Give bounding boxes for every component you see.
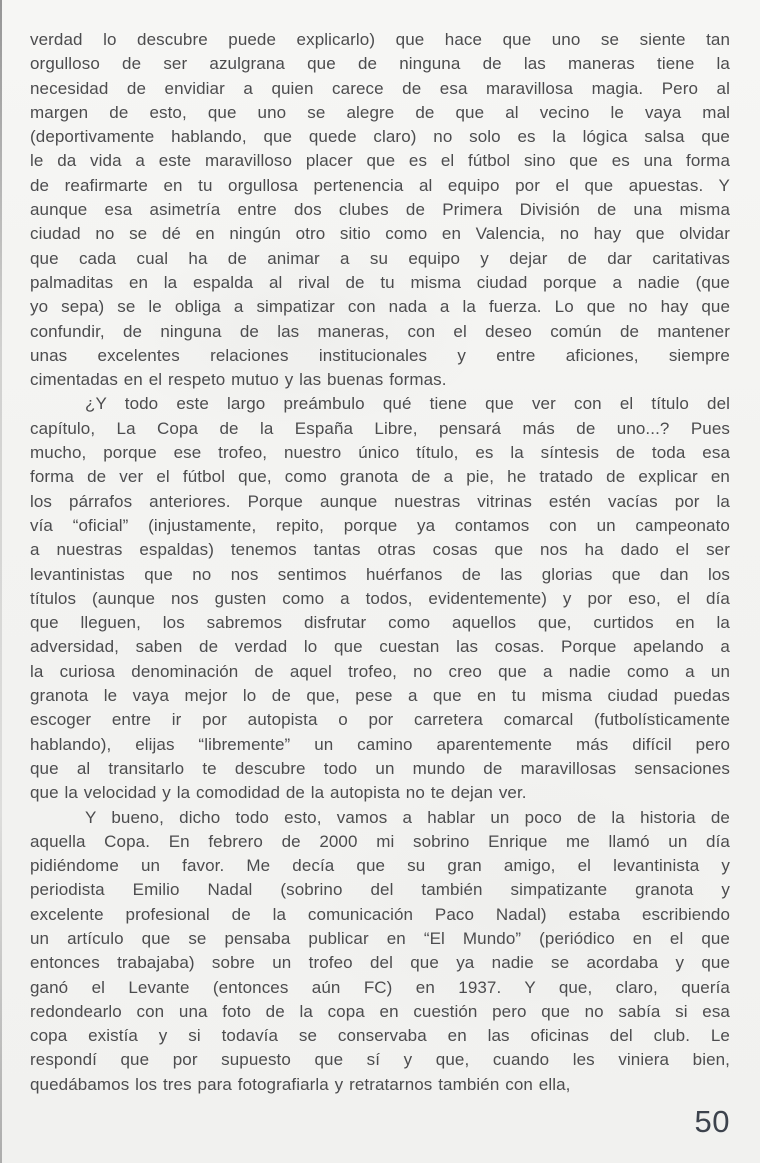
text-line: a nuestras espaldas) tenemos tantas otras cosas que nos ha dado el ser <box>30 540 730 560</box>
text-line: aunque esa asimetría entre dos clubes de Primera División de una misma <box>30 200 730 220</box>
text-line: confundir, de ninguna de las maneras, con el deseo común de mantener <box>30 321 730 341</box>
text-line: granota le vaya mejor lo de que, pese a que en tu misma ciudad puedas <box>30 686 730 706</box>
text-line: necesidad de envidiar a quien carece de esa maravillosa magia. Pero al <box>30 78 730 98</box>
text-line: (deportivamente hablando, que quede claro) no solo es la lógica salsa que <box>30 127 730 147</box>
text-line: yo sepa) se le obliga a simpatizar con nada a la fuerza. Lo que no hay que <box>30 297 730 317</box>
scan-edge-artifact <box>0 0 2 1163</box>
text-line: periodista Emilio Nadal (sobrino del también simpatizante granota y <box>30 880 730 900</box>
text-line: que cada cual ha de animar a su equipo y dejar de dar caritativas <box>30 248 730 268</box>
text-line: los párrafos anteriores. Porque aunque nuestras vitrinas estén vacías por la <box>30 491 730 511</box>
text-line: copa existía y si todavía se conservaba en las oficinas del club. Le <box>30 1026 730 1046</box>
text-block <box>30 28 730 1097</box>
text-line: que lleguen, los sabremos disfrutar como aquellos que, curtidos en la <box>30 613 730 633</box>
text-line: la curiosa denominación de aquel trofeo, no creo que a nadie como a un <box>30 661 730 681</box>
text-line: mucho, porque ese trofeo, nuestro único título, es la síntesis de toda esa <box>30 443 730 463</box>
text-line: redondearlo con una foto de la copa en cuestión pero que no sabía si esa <box>30 1001 730 1021</box>
paragraph <box>30 392 730 805</box>
text-line: Y bueno, dicho todo esto, vamos a hablar un poco de la historia de <box>85 807 730 827</box>
text-line: entonces trabajaba) sobre un trofeo del que ya nadie se acordaba y que <box>30 953 730 973</box>
text-line: orgulloso de ser azulgrana que de ninguna de las maneras tiene la <box>30 54 730 74</box>
text-line: hablando), elijas “libremente” un camino aparentemente más difícil pero <box>30 734 730 754</box>
text-line: títulos (aunque nos gusten como a todos, evidentemente) y por eso, el día <box>30 588 730 608</box>
text-line: quedábamos los tres para fotografiarla y retratarnos también con ella, <box>30 1074 571 1094</box>
text-line: que al transitarlo te descubre todo un mundo de maravillosas sensaciones <box>30 758 730 778</box>
text-line: verdad lo descubre puede explicarlo) que hace que uno se siente tan <box>30 30 730 49</box>
paragraph <box>30 28 730 392</box>
text-line: le da vida a este maravilloso placer que es el fútbol sino que es una forma <box>30 151 730 171</box>
text-line: palmaditas en la espalda al rival de tu misma ciudad porque a nadie (que <box>30 272 730 292</box>
text-line: ganó el Levante (entonces aún FC) en 1937. Y que, claro, quería <box>30 977 730 997</box>
text-line: capítulo, La Copa de la España Libre, pensará más de uno...? Pues <box>30 418 730 438</box>
text-line: adversidad, saben de verdad lo que cuestan las cosas. Porque apelando a <box>30 637 730 657</box>
text-line: vía “oficial” (injustamente, repito, porque ya contamos con un campeonato <box>30 515 730 535</box>
text-line: excelente profesional de la comunicación Paco Nadal) estaba escribiendo <box>30 904 730 924</box>
text-line: un artículo que se pensaba publicar en “El Mundo” (periódico en el que <box>30 928 730 948</box>
text-line: ¿Y todo este largo preámbulo qué tiene que ver con el título del <box>85 394 730 414</box>
text-line: margen de esto, que uno se alegre de que al vecino le vaya mal <box>30 102 730 122</box>
text-line: pidiéndome un favor. Me decía que su gran amigo, el levantinista y <box>30 856 730 876</box>
text-line: ciudad no se dé en ningún otro sitio como en Valencia, no hay que olvidar <box>30 224 730 244</box>
text-line: de reafirmarte en tu orgullosa pertenencia al equipo por el que apuestas. Y <box>30 175 730 195</box>
text-line: aquella Copa. En febrero de 2000 mi sobrino Enrique me llamó un día <box>30 831 730 851</box>
text-line: que la velocidad y la comodidad de la autopista no te dejan ver. <box>30 783 527 803</box>
text-line: levantinistas que no nos sentimos huérfanos de las glorias que dan los <box>30 564 730 584</box>
page-number: 50 <box>694 1104 730 1139</box>
text-line: escoger entre ir por autopista o por carretera comarcal (futbolísticamente <box>30 710 730 730</box>
text-line: respondí que por supuesto que sí y que, cuando les viniera bien, <box>30 1050 730 1070</box>
text-line: unas excelentes relaciones institucionales y entre aficiones, siempre <box>30 345 730 365</box>
paragraph <box>30 806 730 1098</box>
text-line: forma de ver el fútbol que, como granota de a pie, he tratado de explicar en <box>30 467 730 487</box>
text-line: cimentadas en el respeto mutuo y las buenas formas. <box>30 370 447 390</box>
